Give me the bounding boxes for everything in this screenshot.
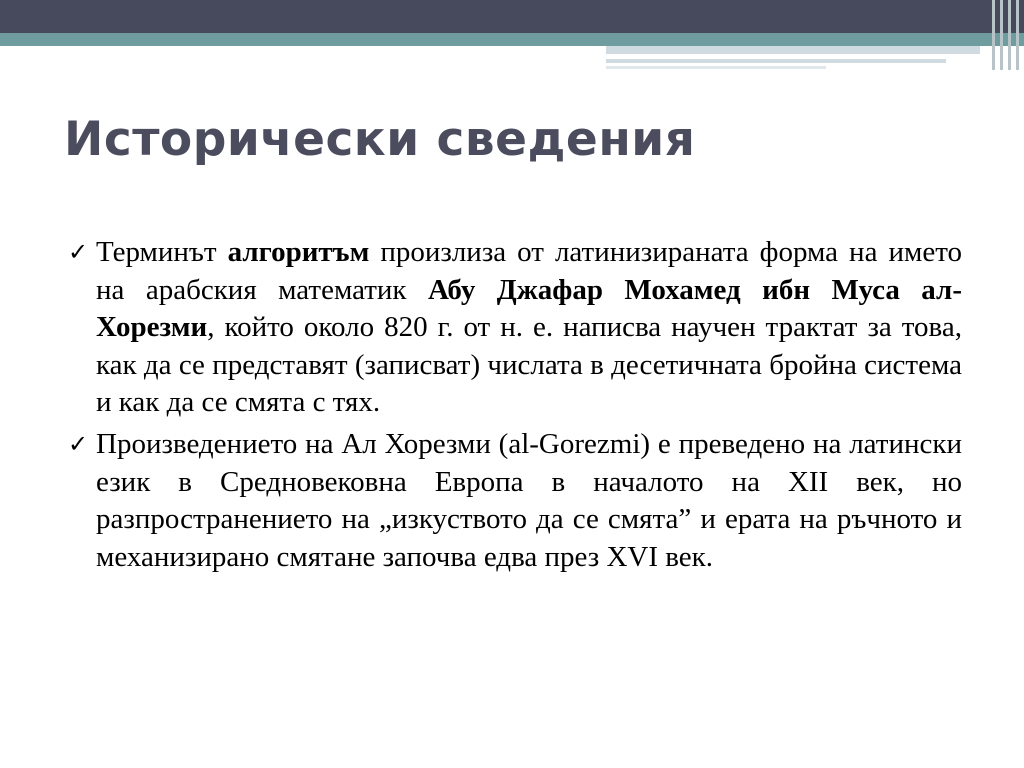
bullet-item [64, 426, 962, 576]
header-band-light [606, 46, 980, 54]
header-band-teal [0, 33, 1024, 46]
header-band-light-thin [606, 59, 946, 63]
bullet-text: Произведението на Ал Хорезми (al-Gorezmi) е преведено на латински език в Средновековна Европа в началото на XII век, но разпространението на „изкуството да се смята” и ерата на ръчното и механизирано смятане започва едва през XVI век. [96, 427, 962, 573]
check-icon: ✓ [68, 429, 89, 458]
slide-content [64, 234, 962, 580]
header-stripes [984, 0, 1024, 70]
header-band-dark [0, 0, 1024, 33]
bullet-item [64, 234, 962, 422]
mathematician-name: Абу Джафар Мохамед ибн Муса ал-Хорезми [96, 273, 962, 344]
term-algorithm: алгоритъм [227, 236, 370, 268]
slide-title: Исторически сведения [64, 112, 696, 167]
check-icon: ✓ [68, 238, 89, 266]
header-band-light-thinner [606, 66, 826, 69]
bullet-text: Терминът алгоритъм произлиза от латинизираната форма на името на арабския математик Абу Джафар Мохамед ибн Муса ал-Хорезми, който около 820 г. от н. е. написва научен трактат за това, как да се представят (записват) числата в десетичната бройна система и как да се смята с тях. [96, 236, 962, 419]
